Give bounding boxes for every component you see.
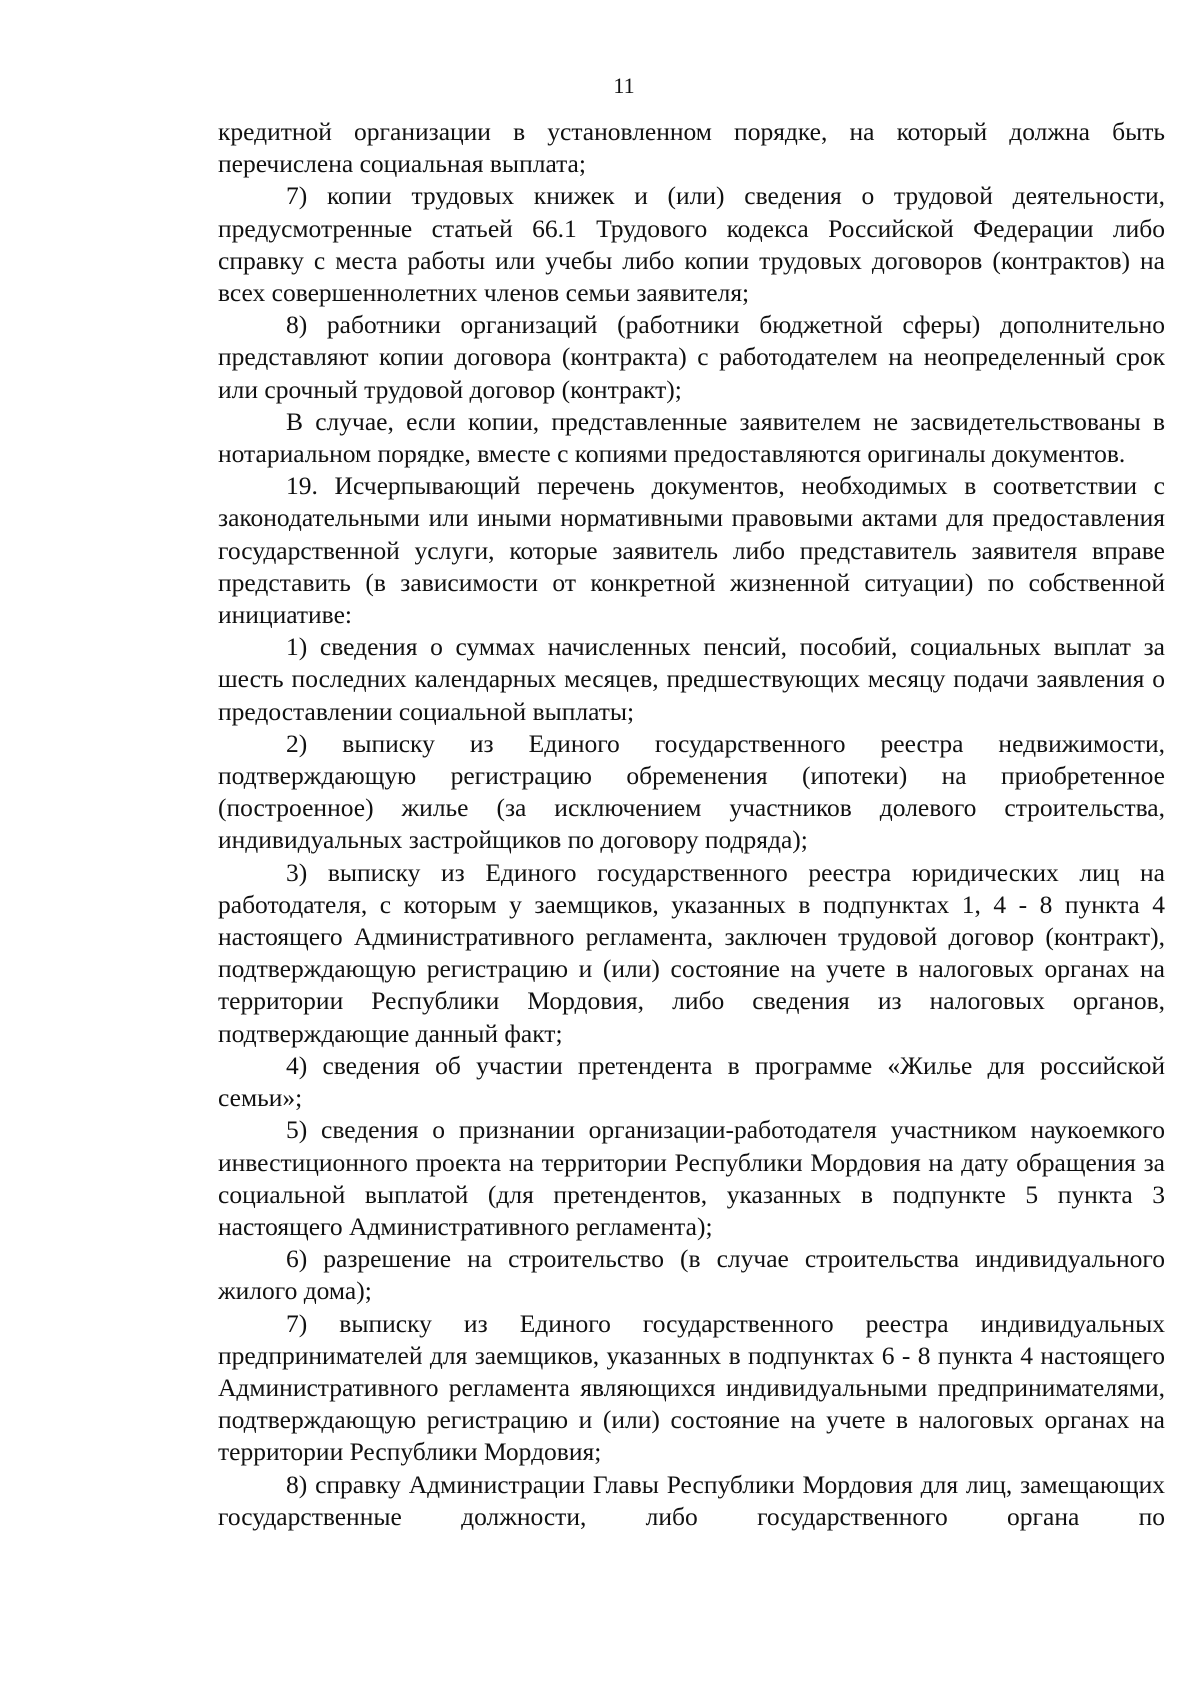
paragraph-sub-7-entrepreneurs: 7) выписку из Единого государственного реестра индивидуальных предпринимателей для заемщиков, указанных в подпунктах 6 - 8 пункта 4 настоящего Административного регламента являющихся индивидуальными предпринимателями, подтверждающую регистрацию и (или) состояние на учете в налоговых органах на территории Республики Мордовия; (218, 1308, 1165, 1467)
page-number: 11 (613, 73, 635, 98)
paragraph-sub-1-pensions: 1) сведения о суммах начисленных пенсий, пособий, социальных выплат за шесть последних календарных месяцев, предшествующих месяцу подачи заявления о предоставлении социальной выплаты; (218, 632, 1165, 726)
paragraph-sub-5-investment-project: 5) сведения о признании организации-работодателя участником наукоемкого инвестиционного проекта на территории Республики Мордовия на дату обращения за социальной выплатой (для претендентов, указанных в подпункте 5 пункта 3 настоящего Административного регламента); (218, 1115, 1165, 1241)
paragraph-sub-3-legal-entities: 3) выписку из Единого государственного реестра юридических лиц на работодателя, с которым у заемщиков, указанных в подпунктах 1, 4 - 8 пункта 4 настоящего Административного регламента, заключен трудовой договор (контракт), подтверждающую регистрацию и (или) состояние на учете в налоговых органах на территории Республики Мордовия, либо сведения из налоговых органов, подтверждающие данный факт; (218, 857, 1165, 1048)
paragraph-sub-4-program: 4) сведения об участии претендента в программе «Жилье для российской семьи»; (218, 1050, 1165, 1113)
paragraph-notarized-copies: В случае, если копии, представленные заявителем не засвидетельствованы в нотариальном порядке, вместе с копиями предоставляются оригиналы документов. (218, 406, 1165, 469)
paragraph-item-7-labor-books: 7) копии трудовых книжек и (или) сведения о трудовой деятельности, предусмотренные статьей 66.1 Трудового кодекса Российской Федерации либо справку с места работы или учебы либо копии трудовых договоров (контрактов) на всех совершеннолетних членов семьи заявителя; (218, 181, 1165, 308)
paragraph-sub-6-construction-permit: 6) разрешение на строительство (в случае строительства индивидуального жилого дома); (218, 1244, 1165, 1306)
document-body (218, 116, 1165, 1533)
paragraph-continuation: кредитной организации в установленном порядке, на который должна быть перечислена социальная выплата; (218, 117, 1165, 179)
paragraph-sub-2-real-estate: 2) выписку из Единого государственного реестра недвижимости, подтверждающую регистрацию обременения (ипотеки) на приобретенное (построенное) жилье (за исключением участников долевого строительства, индивидуальных застройщиков по договору подряда); (218, 728, 1165, 855)
paragraph-item-8-employees: 8) работники организаций (работники бюджетной сферы) дополнительно представляют копии договора (контракта) с работодателем на неопределенный срок или срочный трудовой договор (контракт); (218, 310, 1165, 404)
paragraph-sub-8-administration: 8) справку Администрации Главы Республики Мордовия для лиц, замещающих государственные должности, либо государственного органа по (218, 1469, 1165, 1531)
paragraph-19-documents-list: 19. Исчерпывающий перечень документов, необходимых в соответствии с законодательными или иными нормативными правовыми актами для предоставления государственной услуги, которые заявитель либо представитель заявителя вправе представить (в зависимости от конкретной жизненной ситуации) по собственной инициативе: (218, 471, 1165, 630)
